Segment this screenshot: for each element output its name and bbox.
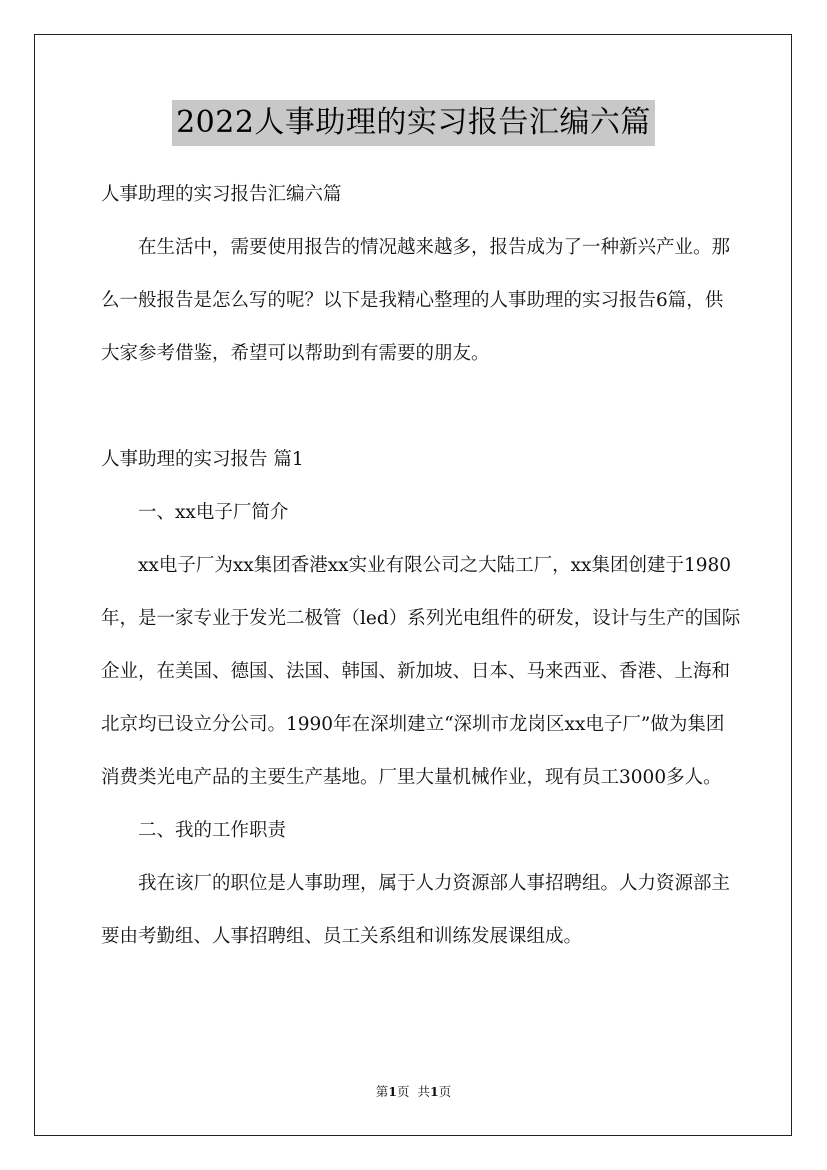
section-heading: 人事助理的实习报告 篇1 [101, 449, 304, 470]
footer-page-unit: 页 [397, 1084, 410, 1099]
title-container [0, 100, 827, 146]
duties-paragraph: 我在该厂的职位是人事助理，属于人力资源部人事招聘组。人力资源部主要由考勤组、人事招聘组、员工关系组和训练发展课组成。 [101, 873, 731, 947]
document-body [101, 168, 741, 963]
subheading-duties: 二、我的工作职责 [138, 820, 287, 841]
footer-total-unit: 页 [438, 1084, 452, 1099]
intro-paragraph: 在生活中，需要使用报告的情况越来越多，报告成为了一种新兴产业。那么一般报告是怎么写的呢？以下是我精心整理的人事助理的实习报告6篇，供大家参考借鉴，希望可以帮助到有需要的朋友。 [101, 237, 731, 364]
company-intro-paragraph: xx电子厂为xx集团香港xx实业有限公司之大陆工厂，xx集团创建于1980年，是一家专业于发光二极管（led）系列光电组件的研发，设计与生产的国际企业，在美国、德国、法国、韩国、新加坡、日本、马来西亚、香港、上海和北京均已设立分公司。1990年在深圳建立“深圳市龙岗区xx电子厂”做为集团消费类光电产品的主要生产基地。厂里大量机械作业，现有员工3000多人。 [101, 555, 741, 788]
document-title: 2022人事助理的实习报告汇编六篇 [172, 100, 655, 146]
subtitle: 人事助理的实习报告汇编六篇 [101, 184, 342, 205]
footer-total-prefix: 共 [417, 1084, 430, 1099]
footer-prefix: 第 [375, 1084, 389, 1099]
subheading-company-intro: 一、xx电子厂简介 [138, 502, 289, 523]
footer-total-pages: 1 [429, 1084, 439, 1099]
page-footer [0, 1084, 827, 1100]
blank-line [101, 380, 741, 433]
footer-page-number: 1 [388, 1084, 397, 1099]
